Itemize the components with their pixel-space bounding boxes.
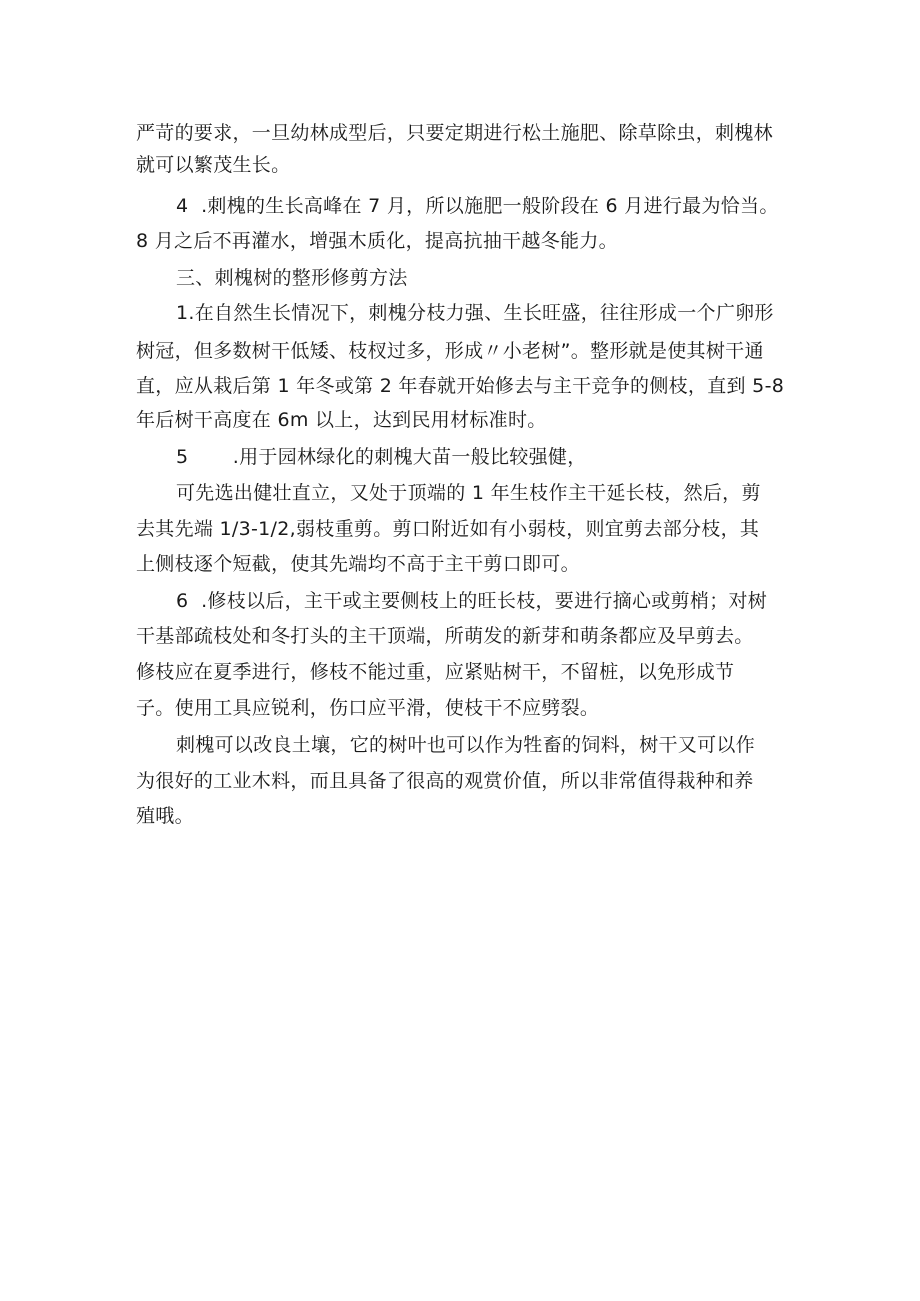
text-line-12: 去其先端 1/3-1/2,弱枝重剪。剪口附近如有小弱枝，则宜剪去部分枝，其 [136, 518, 760, 540]
text-line-16: 修枝应在夏季进行，修枝不能过重，应紧贴树干，不留桩，以免形成节 [136, 661, 735, 683]
text-line-15: 干基部疏枝处和冬打头的主干顶端，所萌发的新芽和萌条都应及早剪去。 [136, 625, 754, 647]
text-line-4: 8 月之后不再灌水，增强木质化，提高抗抽干越冬能力。 [136, 230, 618, 252]
text-line-14: 6 .修枝以后，主干或主要侧枝上的旺长枝，要进行摘心或剪梢；对树 [176, 590, 768, 612]
text-line-3: 4 .刺槐的生长高峰在 7 月，所以施肥一般阶段在 6 月进行最为恰当。 [176, 195, 779, 217]
text-line-13: 上侧枝逐个短截，使其先端均不高于主干剪口即可。 [136, 553, 580, 575]
text-line-1: 严苛的要求，一旦幼林成型后，只要定期进行松土施肥、除草除虫，刺槐林 [136, 122, 773, 144]
text-line-17: 子。使用工具应锐利，伤口应平滑，使枝干不应劈裂。 [136, 697, 600, 719]
text-line-7: 树冠，但多数树干低矮、枝杈过多，形成〃小老树”。整形就是使其树干通 [136, 340, 764, 362]
text-line-8: 直，应从栽后第 1 年冬或第 2 年春就开始修去与主干竞争的侧枝，直到 5-8 [136, 375, 785, 397]
text-line-2: 就可以繁茂生长。 [136, 154, 291, 176]
text-line-11: 可先选出健壮直立，又处于顶端的 1 年生枝作主干延长枝，然后，剪 [176, 482, 761, 504]
text-line-19: 为很好的工业木料，而且具备了很高的观赏价值，所以非常值得栽种和养 [136, 770, 754, 792]
text-line-20: 殖哦。 [136, 805, 194, 827]
section-heading: 三、刺槐树的整形修剪方法 [176, 267, 408, 289]
text-line-18: 刺槐可以改良土壤，它的树叶也可以作为牲畜的饲料，树干又可以作 [176, 734, 756, 756]
text-line-9: 年后树干高度在 6m 以上，达到民用材标准时。 [136, 409, 547, 431]
text-line-6: 1.在自然生长情况下，刺槐分枝力强、生长旺盛，往往形成一个广卵形 [176, 302, 774, 324]
text-line-10: 5 .用于园林绿化的刺槐大苗一般比较强健， [176, 446, 587, 468]
